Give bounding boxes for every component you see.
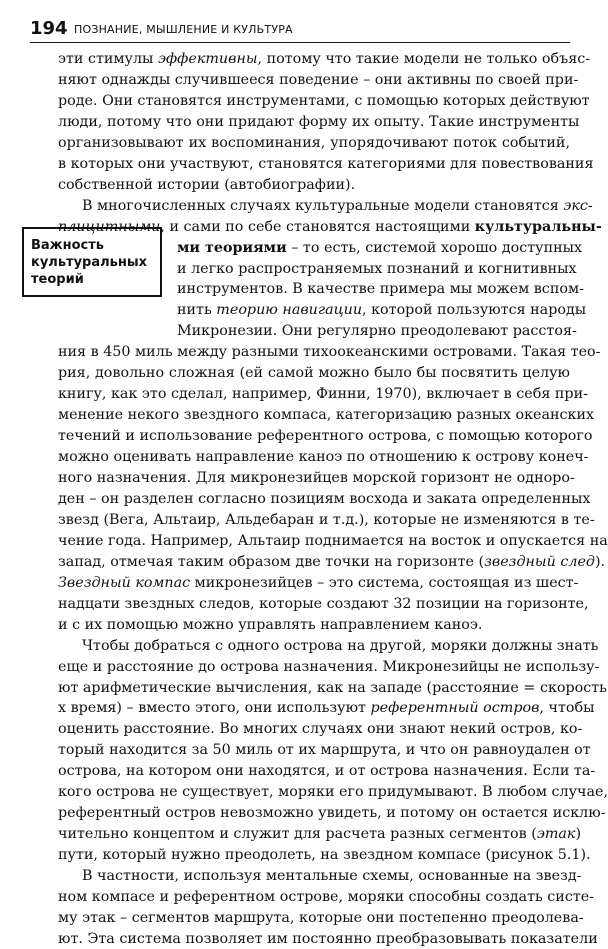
text-line: течений и использование референтного острова, с помощью которого: [58, 428, 593, 445]
text-line: В многочисленных случаях культуральные модели становятся экс-: [82, 197, 593, 214]
text-line: ном компасе и референтном острове, моряки способны создать систе-: [58, 889, 595, 905]
text-line: менение некого звездного компаса, категоризацию разных океанских: [58, 407, 595, 424]
text-line: книгу, как это сделал, например, Финни, 1970), включает в себя при-: [58, 386, 588, 403]
text-line: му этак – сегментов маршрута, которые они постепенно преодолева-: [58, 909, 584, 926]
text-line: ют арифметические вычисления, как на западе (расстояние = скорость: [58, 679, 607, 696]
text-line: запад, отмечая таким образом две точки на горизонте (звездный след).: [58, 553, 606, 570]
text-line: инструментов. В качестве примера мы можем вспом-: [177, 281, 584, 298]
text-line: плицитными, и сами по себе становятся настоящими культуральны-: [58, 218, 602, 235]
text-line: эти стимулы эффективны, потому что такие модели не только объяс-: [58, 51, 591, 67]
text-line: Чтобы добраться с одного острова на другой, моряки должны знать: [82, 637, 599, 654]
text-line: ми теориями – то есть, системой хорошо доступных: [177, 239, 583, 256]
page-header: [30, 18, 570, 43]
text-line: надцати звездных следов, которые создают 32 позиции на горизонте,: [58, 595, 589, 612]
text-line: люди, потому что они придают форму их опыту. Такие инструменты: [58, 113, 580, 130]
text-line: организовывают их воспоминания, упорядочивают поток событий,: [58, 134, 570, 151]
text-line: рия, довольно сложная (ей самой можно было бы посвятить целую: [58, 365, 570, 382]
text-line: чение года. Например, Альтаир поднимается на восток и опускается на: [58, 532, 608, 549]
text-line: и с их помощью можно управлять направлением каноэ.: [58, 616, 483, 633]
text-line: торый находится за 50 миль от их маршрута, и что он равноудален от: [58, 742, 591, 759]
margin-note: [22, 227, 162, 297]
text-line: Микронезии. Они регулярно преодолевают расстоя-: [177, 323, 577, 340]
text-line: няют однажды случившееся поведение – они активны по своей при-: [58, 71, 579, 88]
margin-note-line: теорий: [31, 272, 84, 287]
text-line: оценить расстояние. Во многих случаях они знают некий остров, ко-: [58, 721, 583, 738]
text-line: собственной истории (автобиографии).: [58, 176, 356, 193]
text-line: В частности, используя ментальные схемы, основанные на звезд-: [82, 868, 582, 885]
text-line: еще и расстояние до острова назначения. Микронезийцы не использу-: [58, 658, 600, 675]
text-line: кого острова не существует, моряки его придумывают. В любом случае,: [58, 784, 608, 801]
text-line: звезд (Вега, Альтаир, Альдебаран и т.д.), которые не изменяются в те-: [58, 511, 595, 528]
text-line: в которых они участвуют, становятся категориями для повествования: [58, 155, 594, 172]
text-line: ного назначения. Для микронезийцев морской горизонт не одноро-: [58, 470, 575, 486]
text-line: ют. Эта система позволяет им постоянно преобразовывать показатели: [58, 930, 598, 947]
text-line: нить теорию навигации, которой пользуются народы: [177, 302, 587, 319]
text-line: х время) – вместо этого, они используют референтный остров, чтобы: [58, 700, 595, 717]
text-line: роде. Они становятся инструментами, с помощью которых действуют: [58, 92, 590, 109]
text-line: чительно концептом и служит для расчета разных сегментов (этак): [58, 826, 582, 843]
text-line: ден – он разделен согласно позициям восхода и заката определенных: [58, 490, 591, 507]
text-line: ния в 450 миль между разными тихоокеанскими островами. Такая тео-: [58, 344, 601, 361]
text-line: и легко распространяемых познаний и когнитивных: [177, 260, 577, 277]
text-line: можно оценивать направление каноэ по отношению к острову конеч-: [58, 449, 589, 466]
page-number: 194: [30, 18, 68, 39]
margin-note-line: Важность: [31, 238, 104, 253]
running-title: ПОЗНАНИЕ, МЫШЛЕНИЕ И КУЛЬТУРА: [74, 23, 293, 36]
margin-note-line: культуральных: [31, 255, 147, 270]
text-line: референтный остров невозможно увидеть, и потому он остается исклю-: [58, 805, 606, 822]
text-line: пути, который нужно преодолеть, на звездном компасе (рисунок 5.1).: [58, 847, 591, 864]
text-line: острова, на котором они находятся, и от острова назначения. Если та-: [58, 763, 596, 780]
text-line: Звездный компас микронезийцев – это система, состоящая из шест-: [58, 574, 579, 591]
